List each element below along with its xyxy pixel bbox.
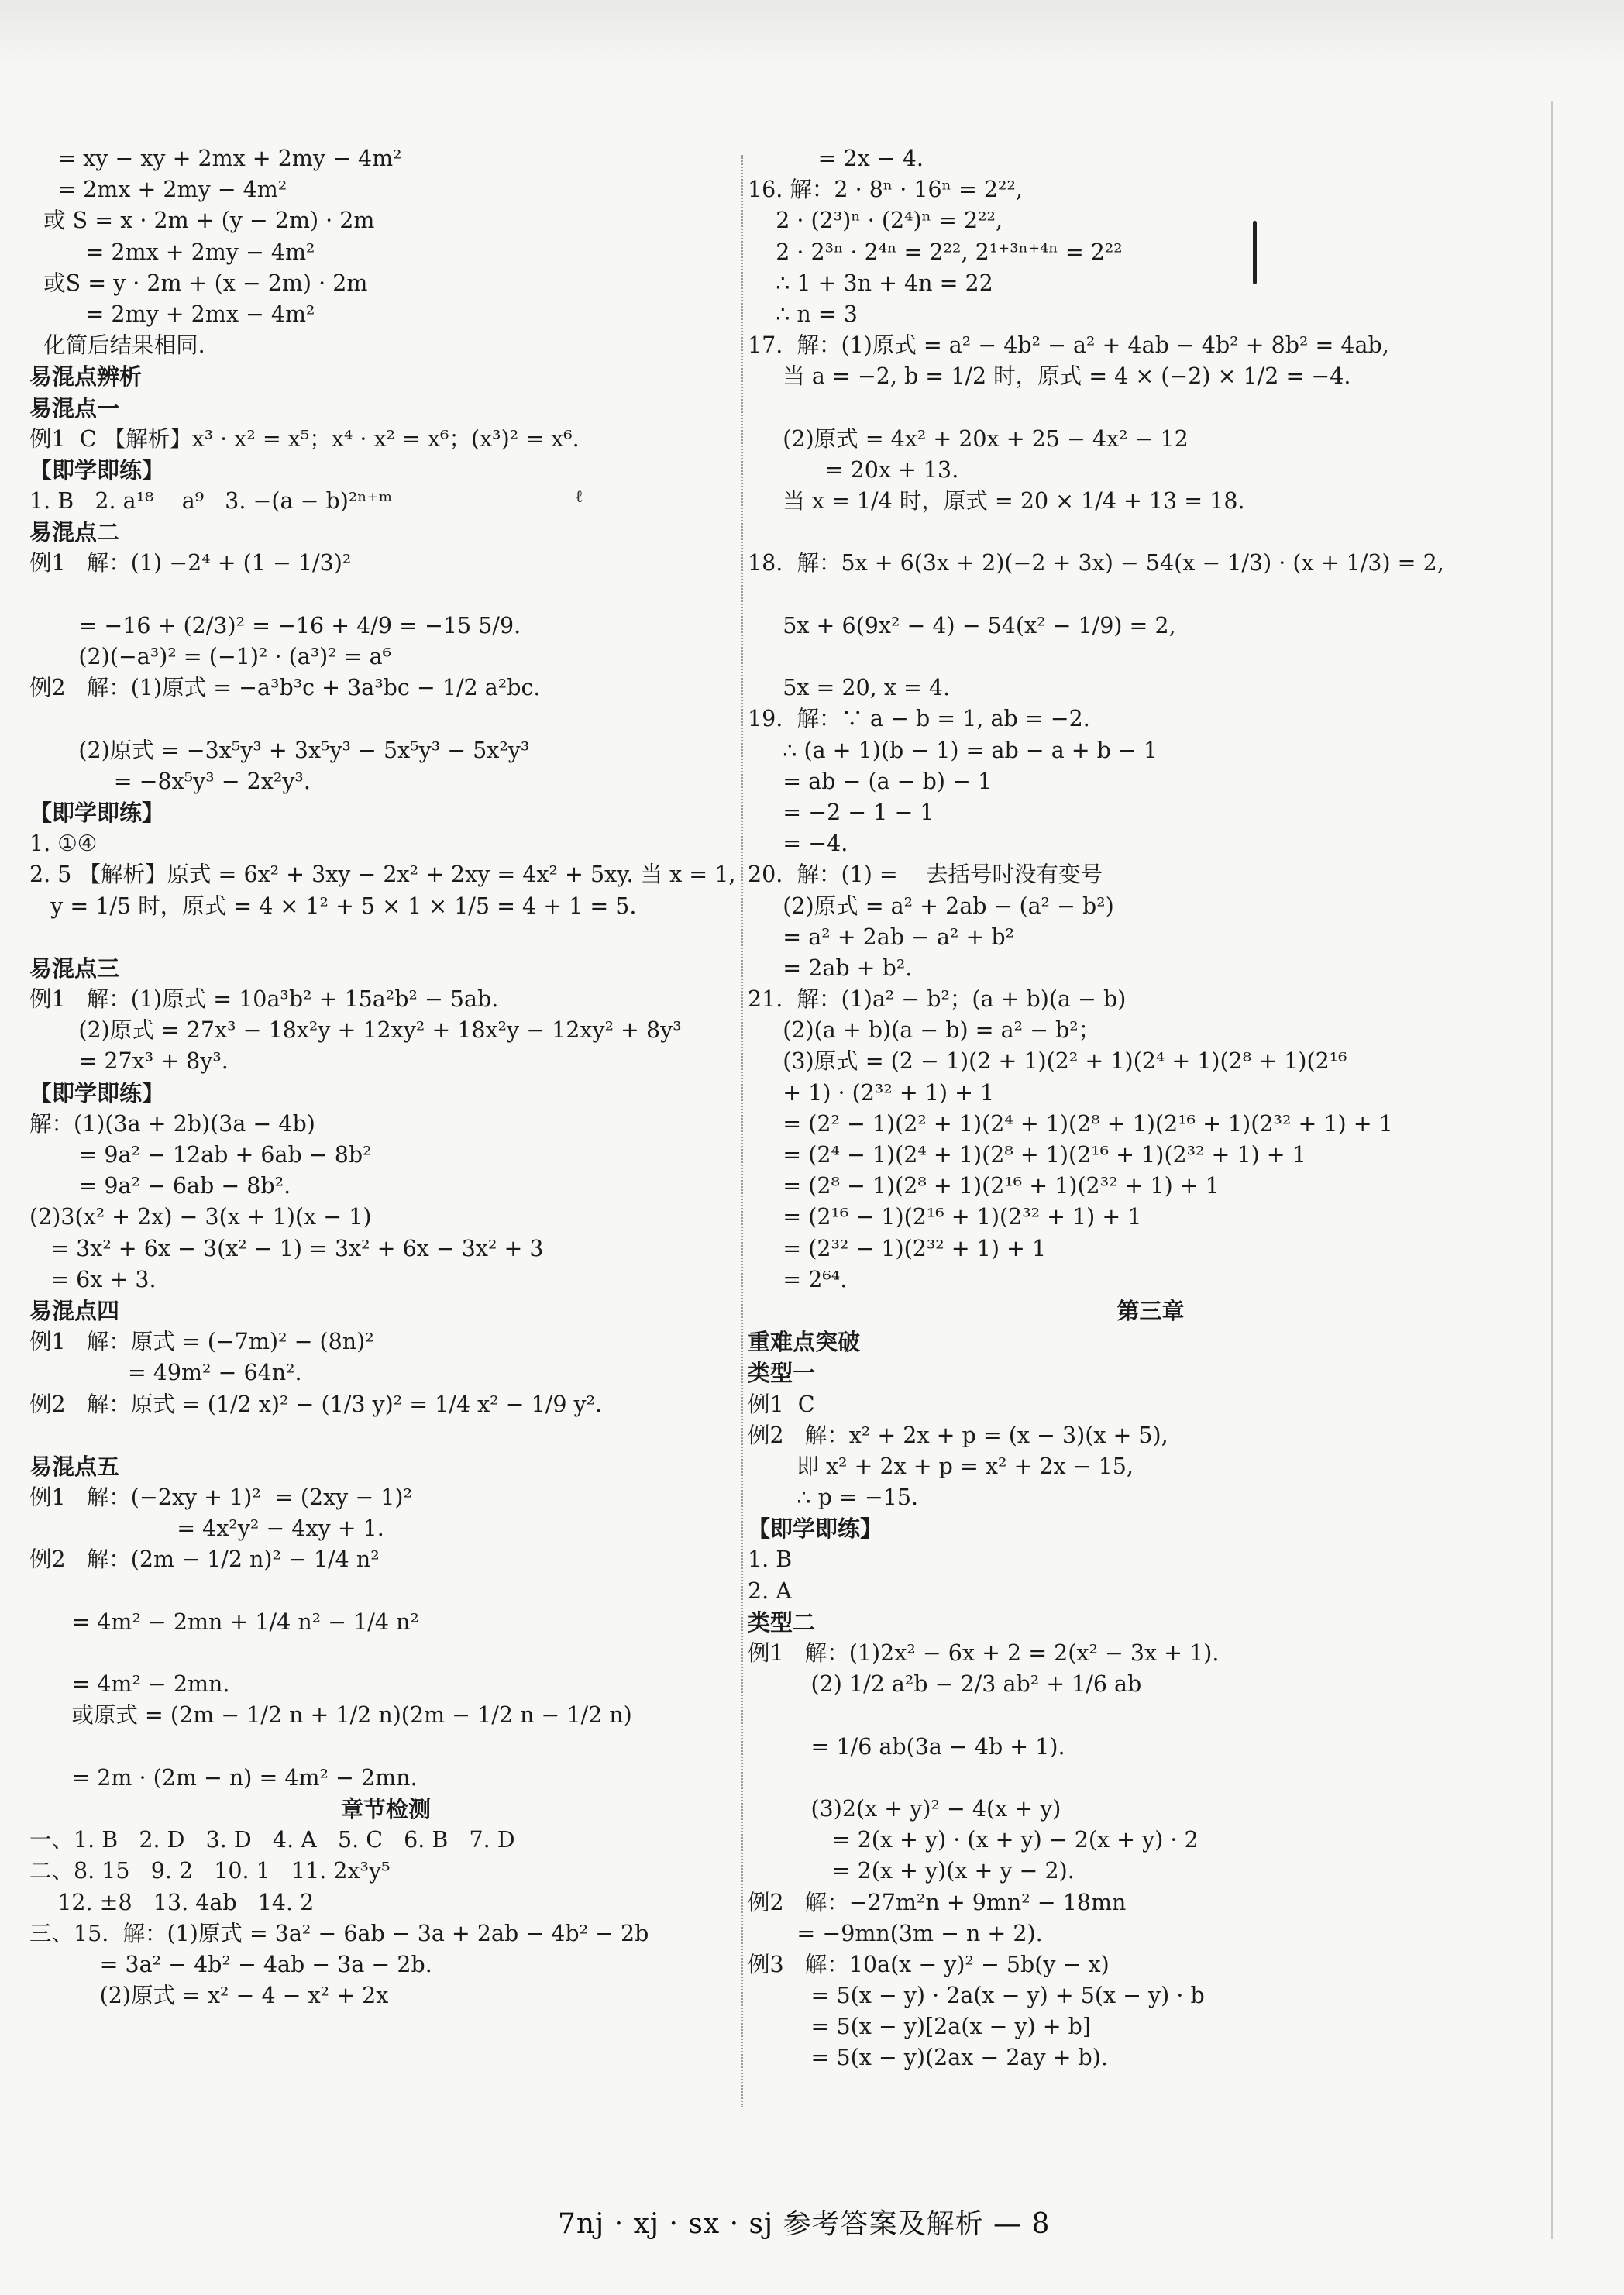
answer-line [29, 1420, 742, 1451]
answer-line: (3)原式 = (2 − 1)(2 + 1)(2² + 1)(2⁴ + 1)(2⁸ + 1)(2¹⁶ [748, 1048, 1347, 1075]
answer-line: = 4x²y² − 4xy + 1. [29, 1516, 384, 1542]
section-heading: 易混点辨析 [29, 363, 143, 391]
ink-mark: ℓ [575, 487, 583, 507]
answer-line: 21. 解：(1)a² − b²；(a + b)(a − b) [748, 986, 1127, 1013]
answer-line: = 49m² − 64n². [29, 1360, 302, 1386]
answer-line: 例1 C [748, 1391, 815, 1417]
section-heading: 易混点四 [29, 1297, 120, 1324]
section-heading: 章节检测 [340, 1795, 431, 1822]
answer-line: = ab − (a − b) − 1 [748, 768, 993, 794]
answer-line: (2)原式 = −3x⁵y³ + 3x⁵y³ − 5x⁵y³ − 5x²y³ [29, 737, 530, 763]
answer-line [29, 1638, 742, 1669]
answer-line: 例2 解：−27m²n + 9mn² − 18mn [748, 1889, 1127, 1915]
answer-line: 三、15. 解：(1)原式 = 3a² − 6ab − 3a + 2ab − 4b² − 2b [29, 1920, 649, 1946]
answer-line [29, 580, 742, 611]
answer-line: 化简后结果相同. [29, 332, 205, 359]
section-heading: 易混点五 [29, 1453, 120, 1480]
answer-line: ∴ (a + 1)(b − 1) = ab − a + b − 1 [748, 737, 1158, 763]
answer-line: = 6x + 3. [29, 1266, 157, 1292]
answer-line: (2)原式 = x² − 4 − x² + 2x [29, 1983, 389, 2009]
answer-column-left [29, 143, 742, 2011]
answer-line: = −9mn(3m − n + 2). [748, 1920, 1043, 1946]
section-heading: 【即学即练】 [29, 799, 165, 826]
answer-line: = 2ab + b². [748, 955, 913, 981]
answer-line: 当 a = −2, b = 1/2 时，原式 = 4 × (−2) × 1/2 = −4. [748, 363, 1351, 390]
answer-line [748, 393, 1553, 424]
answer-line: = 1/6 ab(3a − 4b + 1). [748, 1733, 1065, 1760]
answer-line: 5x + 6(9x² − 4) − 54(x² − 1/9) = 2, [748, 612, 1176, 638]
answer-line: 例1 C 【解析】x³ · x² = x⁵；x⁴ · x² = x⁶；(x³)² = x⁶. [29, 425, 580, 452]
answer-line: = 2⁶⁴. [748, 1266, 848, 1292]
answer-line: 2. 5 【解析】原式 = 6x² + 3xy − 2x² + 2xy = 4x² + 5xy. 当 x = 1, [29, 862, 736, 888]
answer-line: 即 x² + 2x + p = x² + 2x − 15, [748, 1453, 1134, 1479]
answer-line: (2) 1/2 a²b − 2/3 ab² + 1/6 ab [748, 1671, 1142, 1698]
answer-line: = xy − xy + 2mx + 2my − 4m² [29, 146, 402, 171]
answer-line: = 5(x − y) · 2a(x − y) + 5(x − y) · b [748, 1983, 1205, 2009]
page-top-shadow [0, 0, 1624, 71]
answer-line: = 3a² − 4b² − 4ab − 3a − 2b. [29, 1951, 432, 1977]
answer-line: = −2 − 1 − 1 [748, 799, 934, 825]
answer-line: 例1 解：(1) −2⁴ + (1 − 1/3)² [29, 550, 352, 576]
answer-line [748, 1763, 1553, 1794]
answer-line: = 2mx + 2my − 4m² [29, 177, 287, 203]
answer-line: 12. ±8 13. 4ab 14. 2 [29, 1889, 315, 1915]
answer-line: (2)原式 = 27x³ − 18x²y + 12xy² + 18x²y − 12xy² + 8y³ [29, 1017, 682, 1044]
answer-line: 二、8. 15 9. 2 10. 1 11. 2x³y⁵ [29, 1858, 391, 1884]
answer-line: ∴ n = 3 [748, 301, 858, 327]
answer-line: 例1 解：原式 = (−7m)² − (8n)² [29, 1329, 374, 1355]
answer-line: 16. 解：2 · 8ⁿ · 16ⁿ = 2²², [748, 177, 1023, 203]
answer-line: ∴ p = −15. [748, 1485, 919, 1511]
answer-column-right [748, 143, 1553, 2074]
answer-line: = 2(x + y)(x + y − 2). [748, 1858, 1075, 1884]
answer-line: = −4. [748, 831, 848, 857]
answer-line: (2)3(x² + 2x) − 3(x + 1)(x − 1) [29, 1204, 372, 1230]
answer-line: ∴ 1 + 3n + 4n = 22 [748, 270, 993, 296]
answer-line: 17. 解：(1)原式 = a² − 4b² − a² + 4ab − 4b² + 8b² = 4ab, [748, 332, 1389, 359]
answer-line: = 3x² + 6x − 3(x² − 1) = 3x² + 6x − 3x² + 3 [29, 1235, 544, 1261]
section-heading: 类型一 [748, 1360, 816, 1387]
answer-line: = 4m² − 2mn + 1/4 n² − 1/4 n² [29, 1609, 419, 1635]
answer-line: 2 · 2³ⁿ · 2⁴ⁿ = 2²², 2¹⁺³ⁿ⁺⁴ⁿ = 2²² [748, 239, 1123, 265]
answer-line [748, 580, 1553, 611]
answer-line: = −16 + (2/3)² = −16 + 4/9 = −15 5/9. [29, 612, 521, 638]
answer-line: 或原式 = (2m − 1/2 n + 1/2 n)(2m − 1/2 n − 1/2 n) [29, 1702, 632, 1729]
answer-line: = 2my + 2mx − 4m² [29, 301, 315, 327]
answer-line: = 2mx + 2my − 4m² [29, 239, 315, 265]
answer-line: 2 · (2³)ⁿ · (2⁴)ⁿ = 2²², [748, 208, 1003, 234]
answer-line: 例2 解：(1)原式 = −a³b³c + 3a³bc − 1/2 a²bc. [29, 675, 541, 701]
answer-line: = (2³² − 1)(2³² + 1) + 1 [748, 1235, 1047, 1261]
answer-line: 例2 解：(2m − 1/2 n)² − 1/4 n² [29, 1547, 380, 1573]
answer-line [29, 1576, 742, 1607]
answer-line: = 2(x + y) · (x + y) − 2(x + y) · 2 [748, 1827, 1199, 1853]
answer-line: 1. B 2. a¹⁸ a⁹ 3. −(a − b)²ⁿ⁺ᵐ [29, 488, 393, 514]
answer-line: 2. A [748, 1578, 792, 1604]
answer-line: = 5(x − y)(2ax − 2ay + b). [748, 2045, 1108, 2071]
answer-line: = 9a² − 12ab + 6ab − 8b² [29, 1142, 372, 1168]
answer-line [748, 517, 1553, 548]
answer-line: 例2 解：x² + 2x + p = (x − 3)(x + 5), [748, 1422, 1168, 1448]
answer-line: + 1) · (2³² + 1) + 1 [748, 1079, 995, 1106]
answer-line: (3)2(x + y)² − 4(x + y) [748, 1795, 1061, 1822]
section-heading: 第三章 [1116, 1297, 1185, 1324]
answer-line: 19. 解：∵ a − b = 1, ab = −2. [748, 706, 1090, 732]
section-heading: 【即学即练】 [29, 456, 165, 483]
section-heading: 易混点一 [29, 394, 120, 421]
answer-line: 20. 解：(1) = 去括号时没有变号 [748, 862, 1103, 888]
answer-line: = (2⁴ − 1)(2⁴ + 1)(2⁸ + 1)(2¹⁶ + 1)(2³² + 1) + 1 [748, 1142, 1306, 1168]
answer-line: (2)原式 = a² + 2ab − (a² − b²) [748, 893, 1114, 919]
answer-line: 或S = y · 2m + (x − 2m) · 2m [29, 270, 368, 296]
section-heading: 类型二 [748, 1609, 816, 1636]
answer-line: = (2¹⁶ − 1)(2¹⁶ + 1)(2³² + 1) + 1 [748, 1204, 1142, 1230]
answer-line: 例1 解：(−2xy + 1)² = (2xy − 1)² [29, 1485, 412, 1511]
answer-line: = 2m · (2m − n) = 4m² − 2mn. [29, 1764, 418, 1791]
section-heading: 【即学即练】 [29, 1079, 165, 1106]
answer-line: = 4m² − 2mn. [29, 1671, 230, 1698]
answer-line [29, 704, 742, 735]
answer-line: 1. B [748, 1547, 793, 1573]
section-heading: 重难点突破 [748, 1329, 861, 1356]
section-heading: 易混点二 [29, 519, 120, 546]
answer-line: = 2x − 4. [748, 146, 924, 171]
answer-line [29, 922, 742, 953]
answer-line [748, 1700, 1553, 1731]
section-heading: 易混点三 [29, 955, 120, 982]
answer-line: (2)(a + b)(a − b) = a² − b²； [748, 1017, 1101, 1044]
section-heading: 【即学即练】 [748, 1516, 883, 1543]
page-footer: 7nj · xj · sx · sj 参考答案及解析 — 8 [558, 2208, 1051, 2240]
answer-line: = (2² − 1)(2² + 1)(2⁴ + 1)(2⁸ + 1)(2¹⁶ + 1)(2³² + 1) + 1 [748, 1110, 1393, 1137]
answer-line: 解：(1)(3a + 2b)(3a − 4b) [29, 1110, 315, 1137]
answer-line: 例2 解：原式 = (1/2 x)² − (1/3 y)² = 1/4 x² − 1/9 y². [29, 1391, 603, 1417]
answer-line: 例3 解：10a(x − y)² − 5b(y − x) [748, 1951, 1110, 1977]
answer-line: 5x = 20, x = 4. [748, 675, 951, 701]
answer-line: (2)(−a³)² = (−1)² · (a³)² = a⁶ [29, 644, 392, 669]
answer-line: = 27x³ + 8y³. [29, 1048, 229, 1075]
answer-line: = 9a² − 6ab − 8b². [29, 1173, 291, 1199]
answer-line: = −8x⁵y³ − 2x²y³. [29, 768, 311, 794]
answer-line: 当 x = 1/4 时，原式 = 20 × 1/4 + 13 = 18. [748, 488, 1245, 514]
answer-line [748, 642, 1553, 673]
answer-line: = 5(x − y)[2a(x − y) + b] [748, 2014, 1092, 2040]
answer-line: 例1 解：(1)2x² − 6x + 2 = 2(x² − 3x + 1). [748, 1640, 1220, 1666]
answer-line: 18. 解：5x + 6(3x + 2)(−2 + 3x) − 54(x − 1/3) · (x + 1/3) = 2, [748, 550, 1444, 576]
answer-line: = a² + 2ab − a² + b² [748, 924, 1015, 950]
answer-line: 一、1. B 2. D 3. D 4. A 5. C 6. B 7. D [29, 1827, 515, 1853]
answer-line: 1. ①④ [29, 831, 98, 857]
answer-line [29, 1732, 742, 1763]
answer-line: y = 1/5 时，原式 = 4 × 1² + 5 × 1 × 1/5 = 4 + 1 = 5. [29, 893, 637, 919]
answer-line: = (2⁸ − 1)(2⁸ + 1)(2¹⁶ + 1)(2³² + 1) + 1 [748, 1173, 1220, 1199]
answer-line: = 20x + 13. [748, 456, 959, 483]
answer-line: (2)原式 = 4x² + 20x + 25 − 4x² − 12 [748, 425, 1189, 452]
answer-line: 或 S = x · 2m + (y − 2m) · 2m [29, 208, 375, 234]
answer-line: 例1 解：(1)原式 = 10a³b² + 15a²b² − 5ab. [29, 986, 499, 1013]
